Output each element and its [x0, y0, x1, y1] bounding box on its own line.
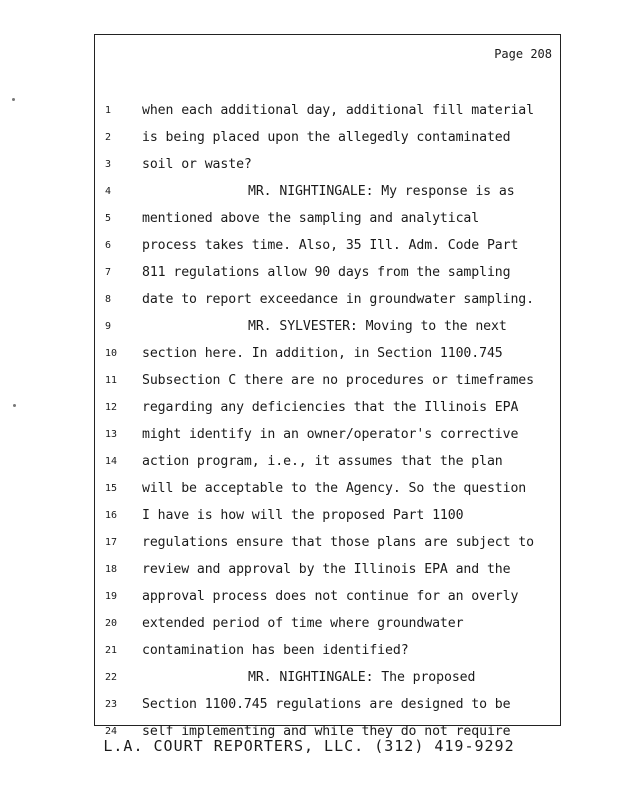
court-reporter-footer: L.A. COURT REPORTERS, LLC. (312) 419-9292	[103, 737, 515, 755]
transcript-line	[95, 205, 560, 232]
line-text: action program, i.e., it assumes that the plan	[142, 454, 503, 469]
line-number: 14	[105, 456, 118, 467]
transcript-line	[95, 313, 560, 340]
line-number: 5	[105, 213, 112, 224]
line-text: when each additional day, additional fill material	[142, 103, 534, 118]
transcript-line	[95, 610, 560, 637]
line-text: section here. In addition, in Section 1100.745	[142, 346, 503, 361]
line-number: 12	[105, 402, 118, 413]
transcript-line	[95, 529, 560, 556]
line-text: Section 1100.745 regulations are designed to be	[142, 697, 511, 712]
transcript-line	[95, 502, 560, 529]
line-text: date to report exceedance in groundwater sampling.	[142, 292, 534, 307]
line-text: I have is how will the proposed Part 1100	[142, 508, 464, 523]
line-number: 22	[105, 672, 118, 683]
transcript-line	[95, 664, 560, 691]
transcript-line	[95, 691, 560, 718]
line-number: 3	[105, 159, 112, 170]
line-text: Subsection C there are no procedures or timeframes	[142, 373, 534, 388]
transcript-line	[95, 448, 560, 475]
line-text: self implementing and while they do not require	[142, 724, 511, 739]
line-number: 21	[105, 645, 118, 656]
line-number: 16	[105, 510, 118, 521]
line-number: 2	[105, 132, 112, 143]
line-text: review and approval by the Illinois EPA and the	[142, 562, 511, 577]
scan-speck	[13, 404, 16, 407]
transcript-lines	[95, 97, 560, 745]
line-number: 15	[105, 483, 118, 494]
page-number: Page 208	[494, 47, 552, 61]
line-number: 18	[105, 564, 118, 575]
transcript-page	[94, 34, 561, 739]
line-text: might identify in an owner/operator's corrective	[142, 427, 519, 442]
transcript-line	[95, 475, 560, 502]
line-text: soil or waste?	[142, 157, 252, 172]
line-text: 811 regulations allow 90 days from the sampling	[142, 265, 511, 280]
transcript-line	[95, 178, 560, 205]
transcript-line	[95, 286, 560, 313]
transcript-line	[95, 421, 560, 448]
transcript-line	[95, 583, 560, 610]
transcript-line	[95, 367, 560, 394]
line-text: MR. SYLVESTER: Moving to the next	[248, 319, 507, 334]
line-text: MR. NIGHTINGALE: My response is as	[248, 184, 515, 199]
transcript-line	[95, 637, 560, 664]
line-number: 17	[105, 537, 118, 548]
line-text: MR. NIGHTINGALE: The proposed	[248, 670, 476, 685]
transcript-line	[95, 151, 560, 178]
line-number: 20	[105, 618, 118, 629]
transcript-line	[95, 394, 560, 421]
line-text: is being placed upon the allegedly contaminated	[142, 130, 511, 145]
transcript-line	[95, 97, 560, 124]
line-number: 11	[105, 375, 118, 386]
transcript-line	[95, 556, 560, 583]
line-text: regulations ensure that those plans are subject to	[142, 535, 534, 550]
transcript-line	[95, 259, 560, 286]
transcript-line	[95, 340, 560, 367]
line-number: 23	[105, 699, 118, 710]
line-text: approval process does not continue for an overly	[142, 589, 519, 604]
line-number: 13	[105, 429, 118, 440]
line-text: contamination has been identified?	[142, 643, 409, 658]
line-number: 24	[105, 726, 118, 737]
line-number: 19	[105, 591, 118, 602]
line-text: process takes time. Also, 35 Ill. Adm. Code Part	[142, 238, 519, 253]
line-text: will be acceptable to the Agency. So the question	[142, 481, 527, 496]
transcript-line	[95, 232, 560, 259]
scan-speck	[12, 98, 15, 101]
line-number: 6	[105, 240, 112, 251]
transcript-line	[95, 124, 560, 151]
line-number: 9	[105, 321, 112, 332]
line-text: mentioned above the sampling and analytical	[142, 211, 480, 226]
line-number: 1	[105, 105, 112, 116]
line-number: 8	[105, 294, 112, 305]
line-number: 7	[105, 267, 112, 278]
line-text: regarding any deficiencies that the Illinois EPA	[142, 400, 519, 415]
line-text: extended period of time where groundwater	[142, 616, 464, 631]
line-number: 4	[105, 186, 112, 197]
line-number: 10	[105, 348, 118, 359]
